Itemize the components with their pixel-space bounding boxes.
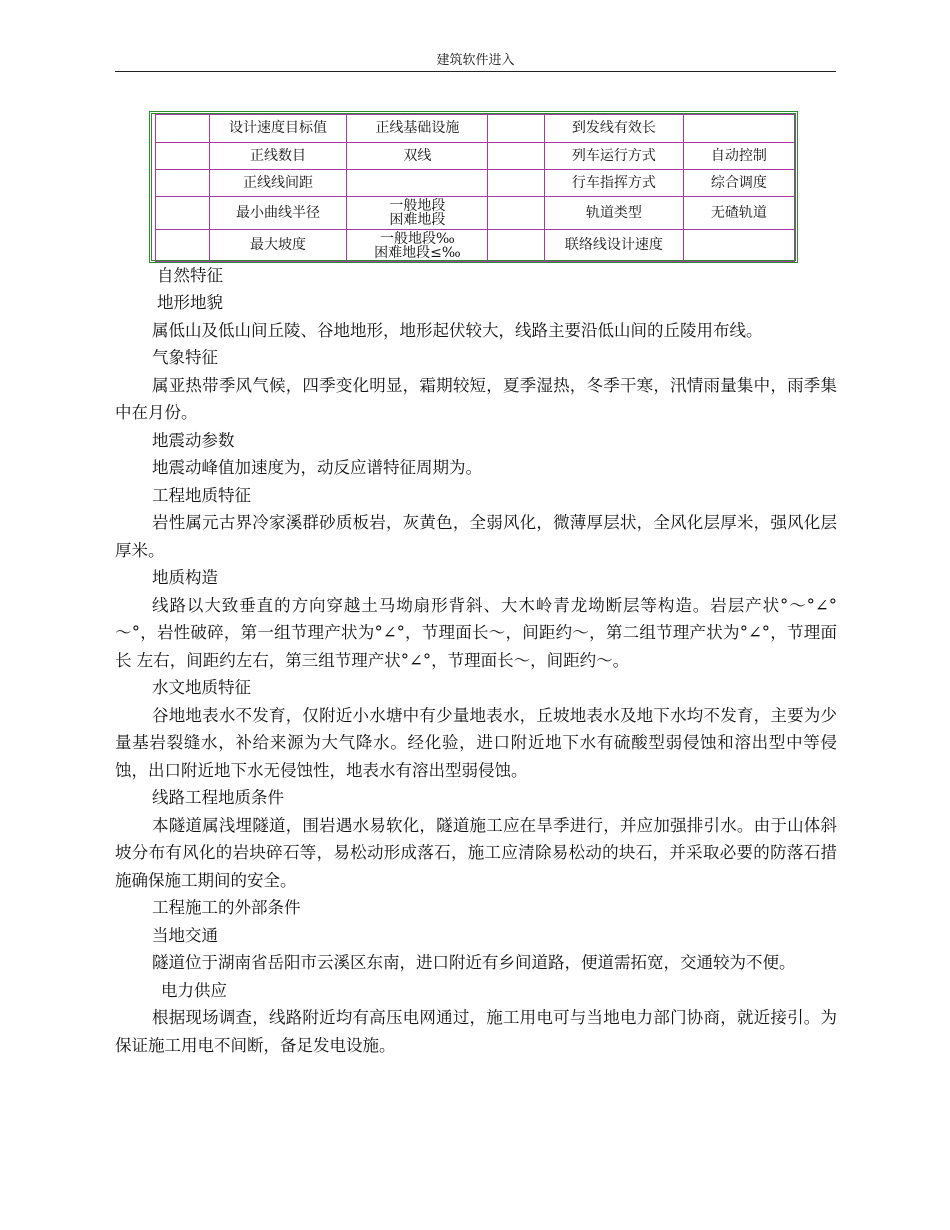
page-header: 建筑软件进入 (115, 52, 836, 72)
heading-geology: 工程地质特征 (152, 485, 251, 505)
spec-table-frame (149, 111, 798, 263)
table-cell: 列车运行方式 (544, 143, 683, 170)
table-cell: 无碴轨道 (683, 197, 794, 230)
table-cell: 一般地段‰ 困难地段≤‰ (347, 230, 488, 262)
table-cell (156, 197, 210, 230)
table-cell: 最小曲线半径 (209, 197, 347, 230)
heading-structure: 地质构造 (152, 568, 218, 587)
table-cell (156, 143, 210, 170)
table-cell (156, 115, 210, 143)
table-cell: 双线 (347, 143, 488, 170)
table-cell (488, 197, 545, 230)
table-cell (347, 170, 488, 197)
table-cell: 自动控制 (683, 143, 794, 170)
table-cell (488, 170, 545, 197)
heading-terrain: 地形地貌 (157, 293, 223, 312)
table-cell: 行车指挥方式 (544, 170, 683, 197)
table-row (156, 170, 795, 197)
table-row (156, 197, 795, 230)
table-row (156, 143, 795, 170)
para-power: 根据现场调查，线路附近均有高压电网通过，施工用电可与当地电力部门协商，就近接引。为保证施工用电不间断，备足发电设施。 (115, 1008, 837, 1055)
table-cell: 综合调度 (683, 170, 794, 197)
para-structure: 线路以大致垂直的方向穿越土马坳扇形背斜、大木岭青龙坳断层等构造。岩层产状°～°∠°～°，岩性破碎，第一组节理产状为°∠°，节理面长～，间距约～，第二组节理产状为°∠°，节理面长 左右，间距约左右，第三组节理产状°∠°，节理面长～，间距约～。 (115, 595, 837, 670)
para-geology: 岩性属元古界冷家溪群砂质板岩，灰黄色，全弱风化，微薄厚层状，全风化层厚米，强风化层厚米。 (115, 513, 837, 560)
table-cell: 轨道类型 (544, 197, 683, 230)
heading-traffic: 当地交通 (152, 925, 218, 945)
para-climate: 属亚热带季风气候，四季变化明显，霜期较短，夏季湿热，冬季干寒，汛情雨量集中，雨季集中在月份。 (115, 375, 837, 422)
table-cell: 设计速度目标值 (209, 115, 347, 143)
table-cell (488, 143, 545, 170)
table-cell (488, 115, 545, 143)
heading-power: 电力供应 (161, 980, 227, 1000)
table-cell (683, 230, 794, 262)
heading-seismic: 地震动参数 (152, 430, 235, 450)
para-hydro: 谷地地表水不发育，仅附近小水塘中有少量地表水，丘坡地表水及地下水均不发育，主要为少量基岩裂缝水，补给来源为大气降水。经化验，进口附近地下水有硫酸型弱侵蚀和溶出型中等侵蚀，出口附近地下水无侵蚀性，地表水有溶出型弱侵蚀。 (115, 705, 837, 780)
table-cell: 正线基础设施 (347, 115, 488, 143)
table-cell (683, 115, 794, 143)
heading-hydro: 水文地质特征 (152, 678, 251, 697)
heading-natural: 自然特征 (157, 266, 223, 285)
document-body (115, 263, 837, 1059)
table-cell: 一般地段 困难地段 (347, 197, 488, 230)
table-cell: 联络线设计速度 (544, 230, 683, 262)
spec-table (155, 114, 795, 262)
para-terrain: 属低山及低山间丘陵、谷地地形，地形起伏较大，线路主要沿低山间的丘陵用布线。 (152, 320, 763, 340)
heading-climate: 气象特征 (152, 348, 218, 367)
para-line-geo: 本隧道属浅埋隧道，围岩遇水易软化，隧道施工应在旱季进行，并应加强排引水。由于山体斜坡分布有风化的岩块碎石等，易松动形成落石，施工应清除易松动的块石，并采取必要的防落石措施确保施工期间的安全。 (115, 815, 837, 890)
heading-line-geo: 线路工程地质条件 (152, 788, 284, 807)
table-cell: 正线线间距 (209, 170, 347, 197)
para-traffic: 隧道位于湖南省岳阳市云溪区东南，进口附近有乡间道路，便道需拓宽，交通较为不便。 (152, 953, 796, 972)
table-cell: 正线数目 (209, 143, 347, 170)
table-row (156, 115, 795, 143)
table-cell (488, 230, 545, 262)
table-cell (156, 170, 210, 197)
para-seismic: 地震动峰值加速度为，动反应谱特征周期为。 (152, 458, 482, 477)
table-cell: 最大坡度 (209, 230, 347, 262)
table-cell (156, 230, 210, 262)
heading-external: 工程施工的外部条件 (152, 898, 301, 917)
table-cell: 到发线有效长 (544, 115, 683, 143)
table-row (156, 230, 795, 262)
